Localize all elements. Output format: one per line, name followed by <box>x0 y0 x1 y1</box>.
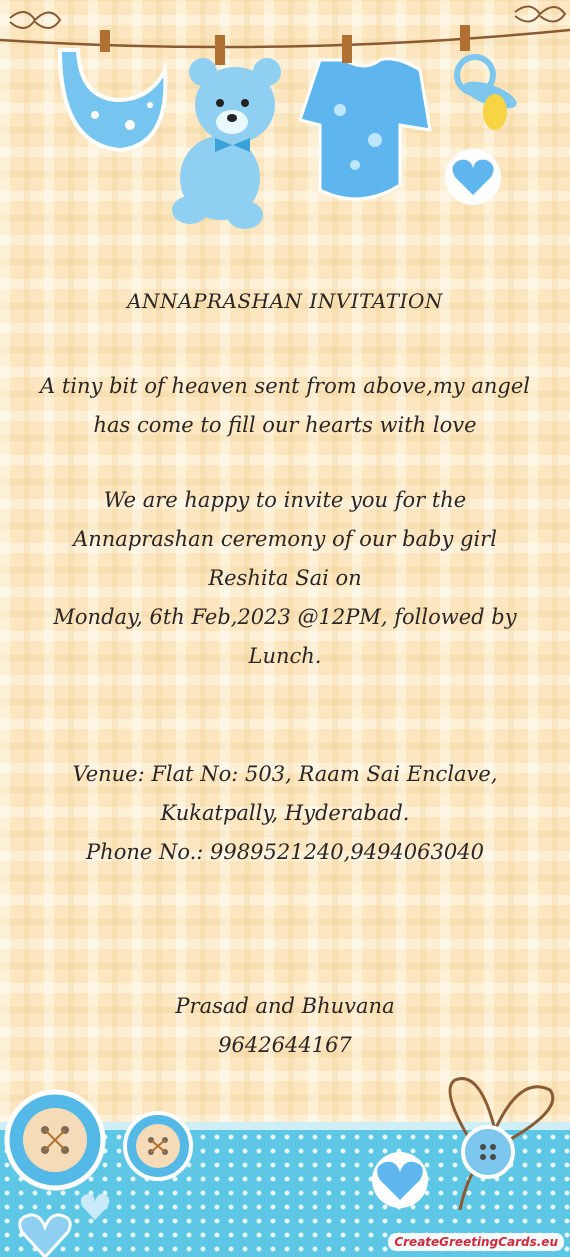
pacifier-icon <box>457 25 520 130</box>
invitation-line: Reshita Sai on <box>208 566 362 590</box>
brand-logo[interactable]: CreateGreetingCards.eu <box>388 1233 564 1251</box>
top-decoration <box>0 0 570 250</box>
invitation-hosts-block <box>30 987 540 1065</box>
host-phone-text: 9642644167 <box>218 1033 352 1057</box>
heart-icon <box>372 1152 428 1208</box>
heart-icon <box>20 1215 70 1257</box>
baby-onesie-icon <box>300 35 430 199</box>
button-icon <box>463 1127 513 1177</box>
invitation-line: We are happy to invite you for the Annaprashan ceremony of our baby girl <box>73 488 497 551</box>
hosts-text: Prasad and Bhuvana <box>175 994 395 1018</box>
venue-text: Venue: Flat No: 503, Raam Sai Enclave, Kukatpally, Hyderabad. <box>72 762 498 825</box>
button-icon <box>7 1092 103 1188</box>
invitation-line: Monday, 6th Feb,2023 @12PM, followed by Lunch. <box>53 605 517 668</box>
baby-bib-icon <box>60 30 165 150</box>
heart-icon <box>81 1194 109 1220</box>
invitation-title: ANNAPRASHAN INVITATION <box>127 289 443 313</box>
heart-icon <box>445 149 501 205</box>
invitation-venue-block <box>30 755 540 872</box>
button-icon <box>125 1113 191 1179</box>
bottom-decoration <box>0 1070 570 1257</box>
teddy-bear-icon <box>172 35 281 229</box>
invitation-details <box>30 481 540 676</box>
invitation-quote: A tiny bit of heaven sent from above,my angel has come to fill our hearts with love <box>40 374 530 437</box>
phone-text: Phone No.: 9989521240,9494063040 <box>86 840 484 864</box>
clothesline-icon <box>0 6 570 47</box>
